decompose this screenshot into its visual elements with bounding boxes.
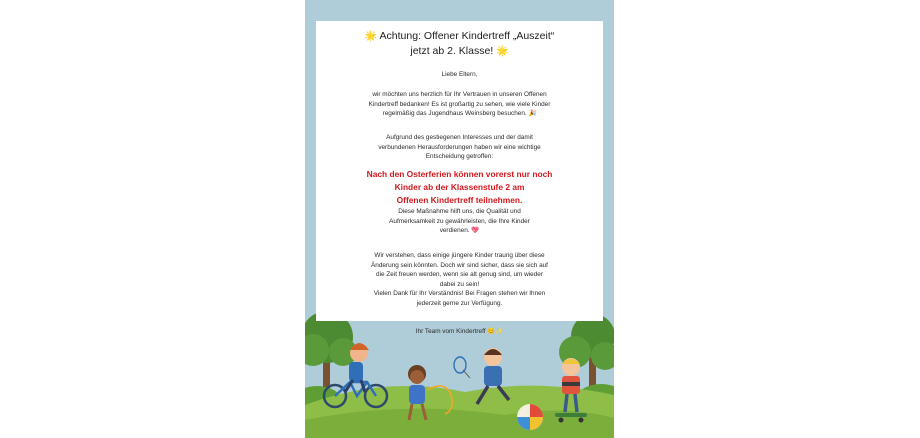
greeting: Liebe Eltern, bbox=[441, 71, 478, 78]
title-line-1: 🌟 Achtung: Offener Kindertreff „Auszeit“ bbox=[364, 30, 555, 42]
reason-paragraph: Diese Maßnahme hilft uns, die Qualität und Aufmerksamkeit zu gewährleisten, die Ihre Kinder verdienen. 💖 bbox=[389, 208, 530, 235]
flyer bbox=[305, 0, 614, 438]
thank-you-paragraph: wir möchten uns herzlich für Ihr Vertrauen in unseren Offenen Kindertreff bedanken! Es ist großartig zu sehen, wie viele Kinder regelmäßig das Jugendhaus Weinsberg besuchen. 🎉 bbox=[368, 91, 551, 118]
flyer-title bbox=[316, 29, 603, 59]
decision-paragraph: Aufgrund des gestiegenen Interesses und der damit verbundenen Herausforderungen haben wir eine wichtige Entscheidung getroffen: bbox=[378, 134, 541, 161]
heart-icon: 💖 bbox=[471, 227, 480, 235]
signoff: Ihr Team vom Kindertreff 😊✨ bbox=[415, 328, 504, 335]
title-line-2: jetzt ab 2. Klasse! 🌟 bbox=[410, 45, 509, 57]
star-icon: 🌟 bbox=[364, 31, 378, 42]
smile-icon: 😊✨ bbox=[487, 328, 504, 335]
announcement-highlight: Nach den Osterferien können vorerst nur noch Kinder ab der Klassenstufe 2 am Offenen Kindertreff teilnehmen. bbox=[366, 169, 553, 205]
understanding-paragraph: Wir verstehen, dass einige jüngere Kinder traurig über diese Änderung sein könnten. Doch wir sind sicher, dass sie sich auf die Zeit freuen werden, wenn sie alt genug sind, um wieder dabei zu sein! Vielen Dank für Ihr Verständnis! Bei Fragen stehen wir Ihnen jederzeit gerne zur Verfügung. bbox=[371, 252, 548, 307]
star-icon: 🌟 bbox=[496, 46, 509, 57]
party-popper-icon: 🎉 bbox=[528, 110, 537, 118]
letter-paper bbox=[316, 21, 603, 335]
